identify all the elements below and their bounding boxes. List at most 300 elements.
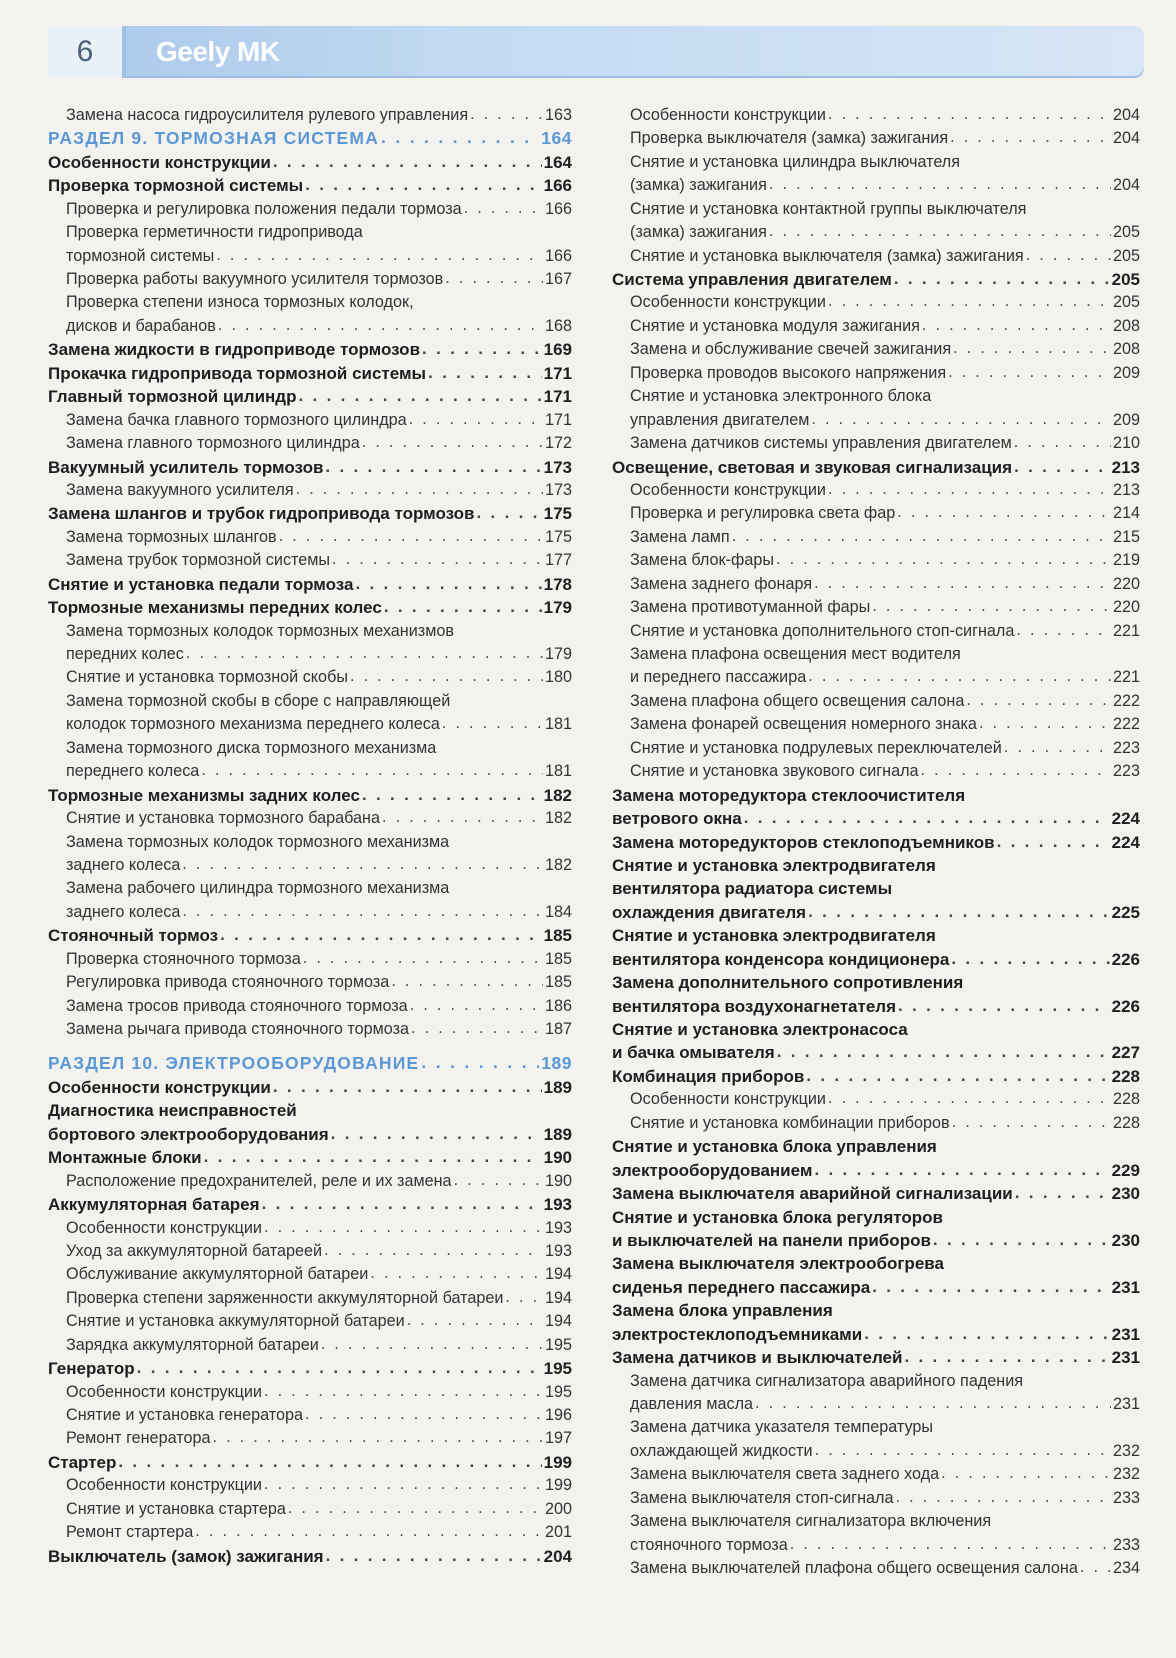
toc-entry[interactable]: [612, 338, 1140, 361]
toc-entry[interactable]: [612, 1440, 1140, 1463]
toc-entry[interactable]: [48, 1240, 572, 1263]
toc-entry[interactable]: [48, 338, 572, 361]
toc-entry[interactable]: [612, 1135, 1140, 1158]
toc-entry[interactable]: [612, 385, 1140, 408]
toc-entry-title: Замена насоса гидроусилителя рулевого управления: [66, 105, 469, 124]
toc-entry-title: Особенности конструкции: [48, 1077, 271, 1097]
toc-entry-title: Снятие и установка контактной группы выключателя: [630, 199, 1027, 218]
toc-entry[interactable]: [612, 1042, 1140, 1065]
toc-entry-title: Аккумуляторная батарея: [48, 1195, 260, 1215]
toc-entry[interactable]: [48, 573, 572, 596]
toc-leader-dots: [953, 337, 1111, 360]
toc-entry[interactable]: [48, 1099, 572, 1122]
toc-entry[interactable]: [612, 667, 1140, 690]
toc-entry-title: Замена датчика сигнализатора аварийного падения: [630, 1371, 1024, 1390]
toc-page-number: 208: [1112, 316, 1140, 335]
toc-entry[interactable]: [612, 1206, 1140, 1229]
toc-entry[interactable]: [612, 432, 1140, 455]
toc-entry-title: Особенности конструкции: [630, 105, 826, 124]
toc-entry-title: Прокачка гидропривода тормозной системы: [48, 363, 427, 383]
toc-entry[interactable]: [48, 737, 572, 760]
toc-entry-title: Снятие и установка тормозной скобы: [66, 668, 348, 687]
toc-entry[interactable]: [612, 901, 1140, 924]
toc-entry[interactable]: [612, 1323, 1140, 1346]
toc-page-number: 185: [543, 926, 572, 946]
toc-page-number: 233: [1112, 1488, 1140, 1507]
toc-page-number: 224: [1111, 832, 1140, 852]
toc-entry[interactable]: [48, 1263, 572, 1286]
toc-entry-title: Стартер: [48, 1452, 117, 1472]
toc-entry-title: Освещение, световая и звуковая сигнализация: [612, 457, 1013, 477]
toc-entry[interactable]: [48, 1474, 572, 1497]
toc-leader-dots: [454, 1169, 543, 1192]
toc-entry[interactable]: [48, 690, 572, 713]
toc-entry[interactable]: [48, 362, 572, 385]
toc-page-number: 168: [544, 316, 572, 335]
toc-entry-title: Замена жидкости в гидроприводе тормозов: [48, 340, 421, 360]
toc-page-number: 190: [544, 1171, 572, 1190]
toc-entry-title: охлаждения двигателя: [612, 902, 807, 922]
toc-entry-title: Замена тормозного диска тормозного механизма: [66, 738, 437, 757]
toc-entry-title: Замена противотуманной фары: [630, 598, 871, 617]
toc-entry[interactable]: [612, 479, 1140, 502]
toc-leader-dots: [941, 1462, 1111, 1485]
toc-entry[interactable]: [48, 643, 572, 666]
toc-entry[interactable]: [48, 620, 572, 643]
toc-entry[interactable]: [612, 573, 1140, 596]
toc-page-number: 166: [544, 246, 572, 265]
toc-entry[interactable]: [612, 1510, 1140, 1533]
toc-entry[interactable]: [612, 1229, 1140, 1252]
toc-leader-dots: [997, 830, 1110, 853]
toc-page-number: 221: [1112, 621, 1140, 640]
toc-entry[interactable]: [48, 385, 572, 408]
toc-leader-dots: [321, 1333, 543, 1356]
toc-entry[interactable]: [612, 1088, 1140, 1111]
toc-entry-title: Монтажные блоки: [48, 1148, 202, 1168]
toc-leader-dots: [477, 501, 542, 524]
toc-leader-dots: [273, 1075, 542, 1098]
toc-leader-dots: [201, 759, 543, 782]
toc-page-number: 195: [543, 1359, 572, 1379]
toc-entry[interactable]: [612, 1417, 1140, 1440]
toc-entry[interactable]: [612, 690, 1140, 713]
toc-entry[interactable]: [48, 1217, 572, 1240]
toc-entry[interactable]: [612, 1159, 1140, 1182]
toc-leader-dots: [872, 1275, 1109, 1298]
toc-entry-title: Проверка степени износа тормозных колодок,: [66, 293, 414, 312]
toc-entry-title: Обслуживание аккумуляторной батареи: [66, 1265, 369, 1284]
toc-entry[interactable]: [612, 1276, 1140, 1299]
toc-entry[interactable]: [48, 1170, 572, 1193]
toc-entry-title: Замена тормозных колодок тормозного механизма: [66, 832, 450, 851]
toc-entry[interactable]: [48, 1521, 572, 1544]
toc-entry-title: Тормозные механизмы задних колес: [48, 785, 360, 805]
toc-entry-title: Замена рабочего цилиндра тормозного механизма: [66, 879, 450, 898]
toc-entry[interactable]: [48, 104, 572, 127]
toc-entry[interactable]: [48, 1018, 572, 1041]
toc-entry[interactable]: [612, 948, 1140, 971]
toc-entry[interactable]: [48, 1404, 572, 1427]
toc-column-right: [612, 104, 1140, 1581]
toc-leader-dots: [828, 290, 1111, 313]
toc-page-number: 205: [1112, 293, 1140, 312]
toc-page-number: 189: [541, 1053, 572, 1074]
toc-page-number: 229: [1111, 1160, 1140, 1180]
toc-entry[interactable]: [48, 549, 572, 572]
toc-entry-title: вентилятора радиатора системы: [612, 879, 893, 899]
toc-leader-dots: [212, 1426, 543, 1449]
toc-page-number: 220: [1112, 574, 1140, 593]
toc-leader-dots: [1004, 736, 1111, 759]
toc-entry[interactable]: [612, 127, 1140, 150]
page-number: 6: [48, 26, 126, 78]
toc-entry[interactable]: [612, 1346, 1140, 1369]
toc-entry[interactable]: [48, 760, 572, 783]
book-title: Geely MK: [156, 36, 280, 67]
toc-entry[interactable]: [612, 807, 1140, 830]
toc-page-number: 164: [541, 128, 572, 149]
toc-entry[interactable]: [48, 995, 572, 1018]
toc-leader-dots: [118, 1450, 541, 1473]
toc-entry[interactable]: [612, 1557, 1140, 1580]
toc-entry-title: Особенности конструкции: [66, 1382, 262, 1401]
toc-entry-title: Проверка степени заряженности аккумуляторной батареи: [66, 1288, 504, 1307]
toc-page-number: 194: [544, 1312, 572, 1331]
toc-entry[interactable]: [612, 198, 1140, 221]
toc-entry-title: Замена датчиков и выключателей: [612, 1348, 903, 1368]
toc-entry[interactable]: [612, 737, 1140, 760]
toc-entry[interactable]: [612, 245, 1140, 268]
toc-page-number: 227: [1111, 1043, 1140, 1063]
toc-leader-dots: [777, 1040, 1110, 1063]
toc-page-number: 171: [543, 387, 572, 407]
toc-entry[interactable]: [48, 151, 572, 174]
toc-leader-dots: [296, 478, 543, 501]
toc-entry[interactable]: [612, 643, 1140, 666]
toc-entry[interactable]: [48, 807, 572, 830]
toc-entry[interactable]: [48, 971, 572, 994]
toc-entry[interactable]: [612, 1534, 1140, 1557]
toc-entry-title: дисков и барабанов: [66, 316, 216, 335]
toc-entry-title: Зарядка аккумуляторной батареи: [66, 1335, 319, 1354]
toc-entry-title: Замена выключателя аварийной сигнализации: [612, 1184, 1013, 1204]
toc-leader-dots: [325, 455, 541, 478]
toc-entry-title: Особенности конструкции: [66, 1476, 262, 1495]
toc-entry[interactable]: [48, 174, 572, 197]
toc-entry[interactable]: [48, 784, 572, 807]
toc-entry[interactable]: [48, 1076, 572, 1099]
toc-leader-dots: [382, 806, 543, 829]
toc-entry[interactable]: [48, 315, 572, 338]
toc-entry[interactable]: [612, 549, 1140, 572]
toc-entry[interactable]: [612, 784, 1140, 807]
toc-entry-title: Замена ламп: [630, 527, 730, 546]
toc-entry[interactable]: [48, 1357, 572, 1380]
toc-entry[interactable]: [612, 713, 1140, 736]
toc-leader-dots: [808, 900, 1110, 923]
toc-entry-title: Снятие и установка дополнительного стоп-сигнала: [630, 621, 1015, 640]
toc-entry-title: Проверка выключателя (замка) зажигания: [630, 129, 949, 148]
toc-leader-dots: [303, 947, 543, 970]
toc-entry[interactable]: [612, 409, 1140, 432]
toc-entry[interactable]: [612, 174, 1140, 197]
toc-section-heading[interactable]: [48, 127, 572, 150]
toc-page-number: 233: [1112, 1535, 1140, 1554]
toc-entry[interactable]: [48, 1334, 572, 1357]
toc-page-number: 230: [1111, 1230, 1140, 1250]
toc-leader-dots: [204, 1145, 542, 1168]
toc-entry[interactable]: [612, 1370, 1140, 1393]
toc-entry[interactable]: [612, 526, 1140, 549]
toc-entry[interactable]: [48, 901, 572, 924]
toc-page-number: 179: [543, 598, 572, 618]
toc-entry[interactable]: [612, 924, 1140, 947]
toc-entry[interactable]: [612, 1299, 1140, 1322]
toc-leader-dots: [362, 431, 543, 454]
toc-leader-dots: [1014, 455, 1110, 478]
toc-entry[interactable]: [612, 596, 1140, 619]
toc-entry[interactable]: [48, 432, 572, 455]
toc-entry[interactable]: [612, 1182, 1140, 1205]
toc-entry-title: Замена блока управления: [612, 1301, 833, 1321]
toc-page-number: 219: [1112, 551, 1140, 570]
toc-entry[interactable]: [48, 924, 572, 947]
toc-page-number: 231: [1112, 1395, 1140, 1414]
toc-entry-title: Снятие и установка электронного блока: [630, 387, 932, 406]
toc-entry[interactable]: [48, 948, 572, 971]
toc-entry[interactable]: [612, 1112, 1140, 1135]
toc-entry-title: Снятие и установка электродвигателя: [612, 855, 936, 875]
toc-entry-title: Проверка и регулировка положения педали тормоза: [66, 199, 462, 218]
toc-page-number: 166: [544, 199, 572, 218]
toc-page-number: 221: [1112, 668, 1140, 687]
toc-entry-title: Замена фонарей освещения номерного знака: [630, 715, 977, 734]
toc-entry-title: охлаждающей жидкости: [630, 1441, 813, 1460]
toc-entry-title: Особенности конструкции: [48, 152, 271, 172]
toc-page-number: 228: [1111, 1066, 1140, 1086]
toc-entry[interactable]: [612, 456, 1140, 479]
toc-entry[interactable]: [612, 831, 1140, 854]
toc-leader-dots: [814, 1158, 1109, 1181]
toc-entry[interactable]: [612, 362, 1140, 385]
toc-entry-title: Проверка стояночного тормоза: [66, 949, 301, 968]
toc-leader-dots: [828, 103, 1111, 126]
toc-page-number: 201: [544, 1523, 572, 1542]
toc-entry[interactable]: [612, 760, 1140, 783]
toc-entry[interactable]: [612, 1463, 1140, 1486]
toc-entry-title: переднего колеса: [66, 762, 200, 781]
toc-entry[interactable]: [48, 1310, 572, 1333]
toc-entry[interactable]: [612, 292, 1140, 315]
toc-entry-title: Проверка герметичности гидропривода: [66, 223, 363, 242]
toc-page-number: 204: [1112, 129, 1140, 148]
toc-entry-title: Замена трубок тормозной системы: [66, 551, 331, 570]
toc-entry[interactable]: [612, 877, 1140, 900]
toc-entry[interactable]: [48, 409, 572, 432]
toc-leader-dots: [324, 1239, 543, 1262]
toc-page-number: 228: [1112, 1113, 1140, 1132]
toc-entry[interactable]: [48, 1146, 572, 1169]
toc-entry-title: Расположение предохранителей, реле и их замена: [66, 1171, 452, 1190]
toc-entry[interactable]: [612, 1487, 1140, 1510]
toc-leader-dots: [279, 525, 543, 548]
toc-entry-title: Замена выключателя электрообогрева: [612, 1254, 944, 1274]
toc-entry[interactable]: [48, 667, 572, 690]
toc-entry[interactable]: [48, 877, 572, 900]
toc-entry-title: Главный тормозной цилиндр: [48, 387, 297, 407]
toc-entry[interactable]: [612, 268, 1140, 291]
toc-entry-title: Замена тормозных колодок тормозных механизмов: [66, 621, 454, 640]
toc-entry-title: Проверка и регулировка света фар: [630, 504, 896, 523]
toc-page-number: 222: [1112, 715, 1140, 734]
toc-leader-dots: [951, 947, 1109, 970]
toc-entry[interactable]: [48, 456, 572, 479]
toc-entry-title: Снятие и установка тормозного барабана: [66, 809, 380, 828]
toc-leader-dots: [1015, 1181, 1110, 1204]
toc-entry[interactable]: [48, 292, 572, 315]
toc-leader-dots: [137, 1356, 542, 1379]
toc-page-number: 175: [543, 504, 572, 524]
toc-entry[interactable]: [612, 315, 1140, 338]
toc-entry[interactable]: [48, 1287, 572, 1310]
toc-entry-title: Проверка тормозной системы: [48, 176, 304, 196]
toc-leader-dots: [895, 1486, 1111, 1509]
toc-entry[interactable]: [48, 713, 572, 736]
toc-entry-title: Замена датчика указателя температуры: [630, 1418, 934, 1437]
toc-entry-title: Ремонт генератора: [66, 1429, 211, 1448]
toc-entry[interactable]: [612, 995, 1140, 1018]
toc-leader-dots: [897, 501, 1111, 524]
toc-leader-dots: [808, 665, 1111, 688]
toc-entry[interactable]: [48, 1498, 572, 1521]
toc-entry[interactable]: [48, 1381, 572, 1404]
toc-leader-dots: [904, 1345, 1109, 1368]
toc-entry-title: и выключателей на панели приборов: [612, 1230, 931, 1250]
toc-entry-title: Тормозные механизмы передних колес: [48, 598, 382, 618]
toc-page-number: 194: [544, 1265, 572, 1284]
toc-leader-dots: [262, 1192, 542, 1215]
toc-leader-dots: [218, 314, 543, 337]
toc-page-number: 204: [543, 1546, 572, 1566]
toc-page-number: 173: [543, 457, 572, 477]
toc-page-number: 193: [544, 1218, 572, 1237]
toc-entry-title: Снятие и установка педали тормоза: [48, 574, 354, 594]
toc-leader-dots: [264, 1380, 543, 1403]
toc-entry-title: Комбинация приборов: [612, 1066, 805, 1086]
toc-leader-dots: [744, 806, 1110, 829]
toc-entry[interactable]: [612, 971, 1140, 994]
toc-leader-dots: [381, 126, 539, 149]
toc-leader-dots: [894, 267, 1110, 290]
toc-page-number: 199: [543, 1452, 572, 1472]
toc-page-number: 196: [544, 1406, 572, 1425]
toc-entry[interactable]: [612, 502, 1140, 525]
toc-page-number: 182: [544, 809, 572, 828]
toc-entry[interactable]: [612, 1065, 1140, 1088]
toc-entry-title: Особенности конструкции: [66, 1218, 262, 1237]
toc-leader-dots: [806, 1064, 1109, 1087]
toc-page-number: 210: [1112, 434, 1140, 453]
toc-page-number: 199: [544, 1476, 572, 1495]
toc-entry-title: Система управления двигателем: [612, 270, 892, 290]
toc-page-number: 185: [544, 949, 572, 968]
toc-leader-dots: [182, 900, 543, 923]
toc-entry[interactable]: [612, 620, 1140, 643]
toc-entry[interactable]: [48, 268, 572, 291]
toc-entry[interactable]: [612, 854, 1140, 877]
toc-leader-dots: [298, 384, 541, 407]
toc-leader-dots: [411, 1017, 543, 1040]
toc-entry-title: Проверка проводов высокого напряжения: [630, 363, 947, 382]
toc-entry[interactable]: [48, 502, 572, 525]
toc-entry[interactable]: [48, 526, 572, 549]
toc-leader-dots: [815, 1439, 1111, 1462]
toc-entry[interactable]: [48, 1545, 572, 1568]
toc-entry[interactable]: [612, 1252, 1140, 1275]
toc-leader-dots: [814, 572, 1111, 595]
toc-entry[interactable]: [48, 1193, 572, 1216]
toc-entry[interactable]: [612, 151, 1140, 174]
toc-leader-dots: [966, 689, 1111, 712]
toc-entry[interactable]: [48, 1428, 572, 1451]
toc-leader-dots: [1014, 431, 1111, 454]
toc-leader-dots: [948, 361, 1111, 384]
toc-entry[interactable]: [48, 1451, 572, 1474]
toc-entry[interactable]: [612, 221, 1140, 244]
toc-section-heading[interactable]: [48, 1053, 572, 1076]
toc-page-number: 204: [1112, 105, 1140, 124]
toc-entry-title: Генератор: [48, 1359, 135, 1379]
toc-entry[interactable]: [48, 221, 572, 244]
toc-page-number: 224: [1111, 809, 1140, 829]
toc-page-number: 225: [1111, 902, 1140, 922]
toc-page-number: 231: [1111, 1348, 1140, 1368]
toc-entry[interactable]: [48, 245, 572, 268]
toc-entry[interactable]: [612, 1018, 1140, 1041]
toc-page-number: 205: [1112, 223, 1140, 242]
toc-page-number: 213: [1112, 480, 1140, 499]
toc-page-number: 179: [544, 645, 572, 664]
toc-entry[interactable]: [48, 479, 572, 502]
toc-entry-title: Стояночный тормоз: [48, 926, 219, 946]
toc-entry[interactable]: [612, 1393, 1140, 1416]
toc-leader-dots: [273, 150, 542, 173]
toc-entry[interactable]: [48, 198, 572, 221]
toc-leader-dots: [331, 1122, 542, 1145]
toc-page-number: 171: [543, 363, 572, 383]
toc-page-number: 204: [1112, 176, 1140, 195]
toc-page-number: 189: [543, 1077, 572, 1097]
toc-leader-dots: [1026, 244, 1111, 267]
toc-leader-dots: [1016, 619, 1111, 642]
toc-entry[interactable]: [48, 831, 572, 854]
toc-entry-title: Замена вакуумного усилителя: [66, 480, 294, 499]
toc-page-number: 181: [544, 715, 572, 734]
toc-leader-dots: [755, 1392, 1111, 1415]
toc-leader-dots: [216, 244, 543, 267]
toc-page-number: 181: [544, 762, 572, 781]
toc-page-number: 193: [543, 1195, 572, 1215]
toc-entry-title: вентилятора воздухонагнетателя: [612, 996, 896, 1016]
toc-entry[interactable]: [48, 596, 572, 619]
toc-entry[interactable]: [612, 104, 1140, 127]
toc-leader-dots: [332, 548, 543, 571]
toc-entry[interactable]: [48, 1123, 572, 1146]
toc-entry[interactable]: [48, 854, 572, 877]
toc-entry-title: Проверка работы вакуумного усилителя тормозов: [66, 270, 444, 289]
toc-entry-title: и бачка омывателя: [612, 1043, 775, 1063]
